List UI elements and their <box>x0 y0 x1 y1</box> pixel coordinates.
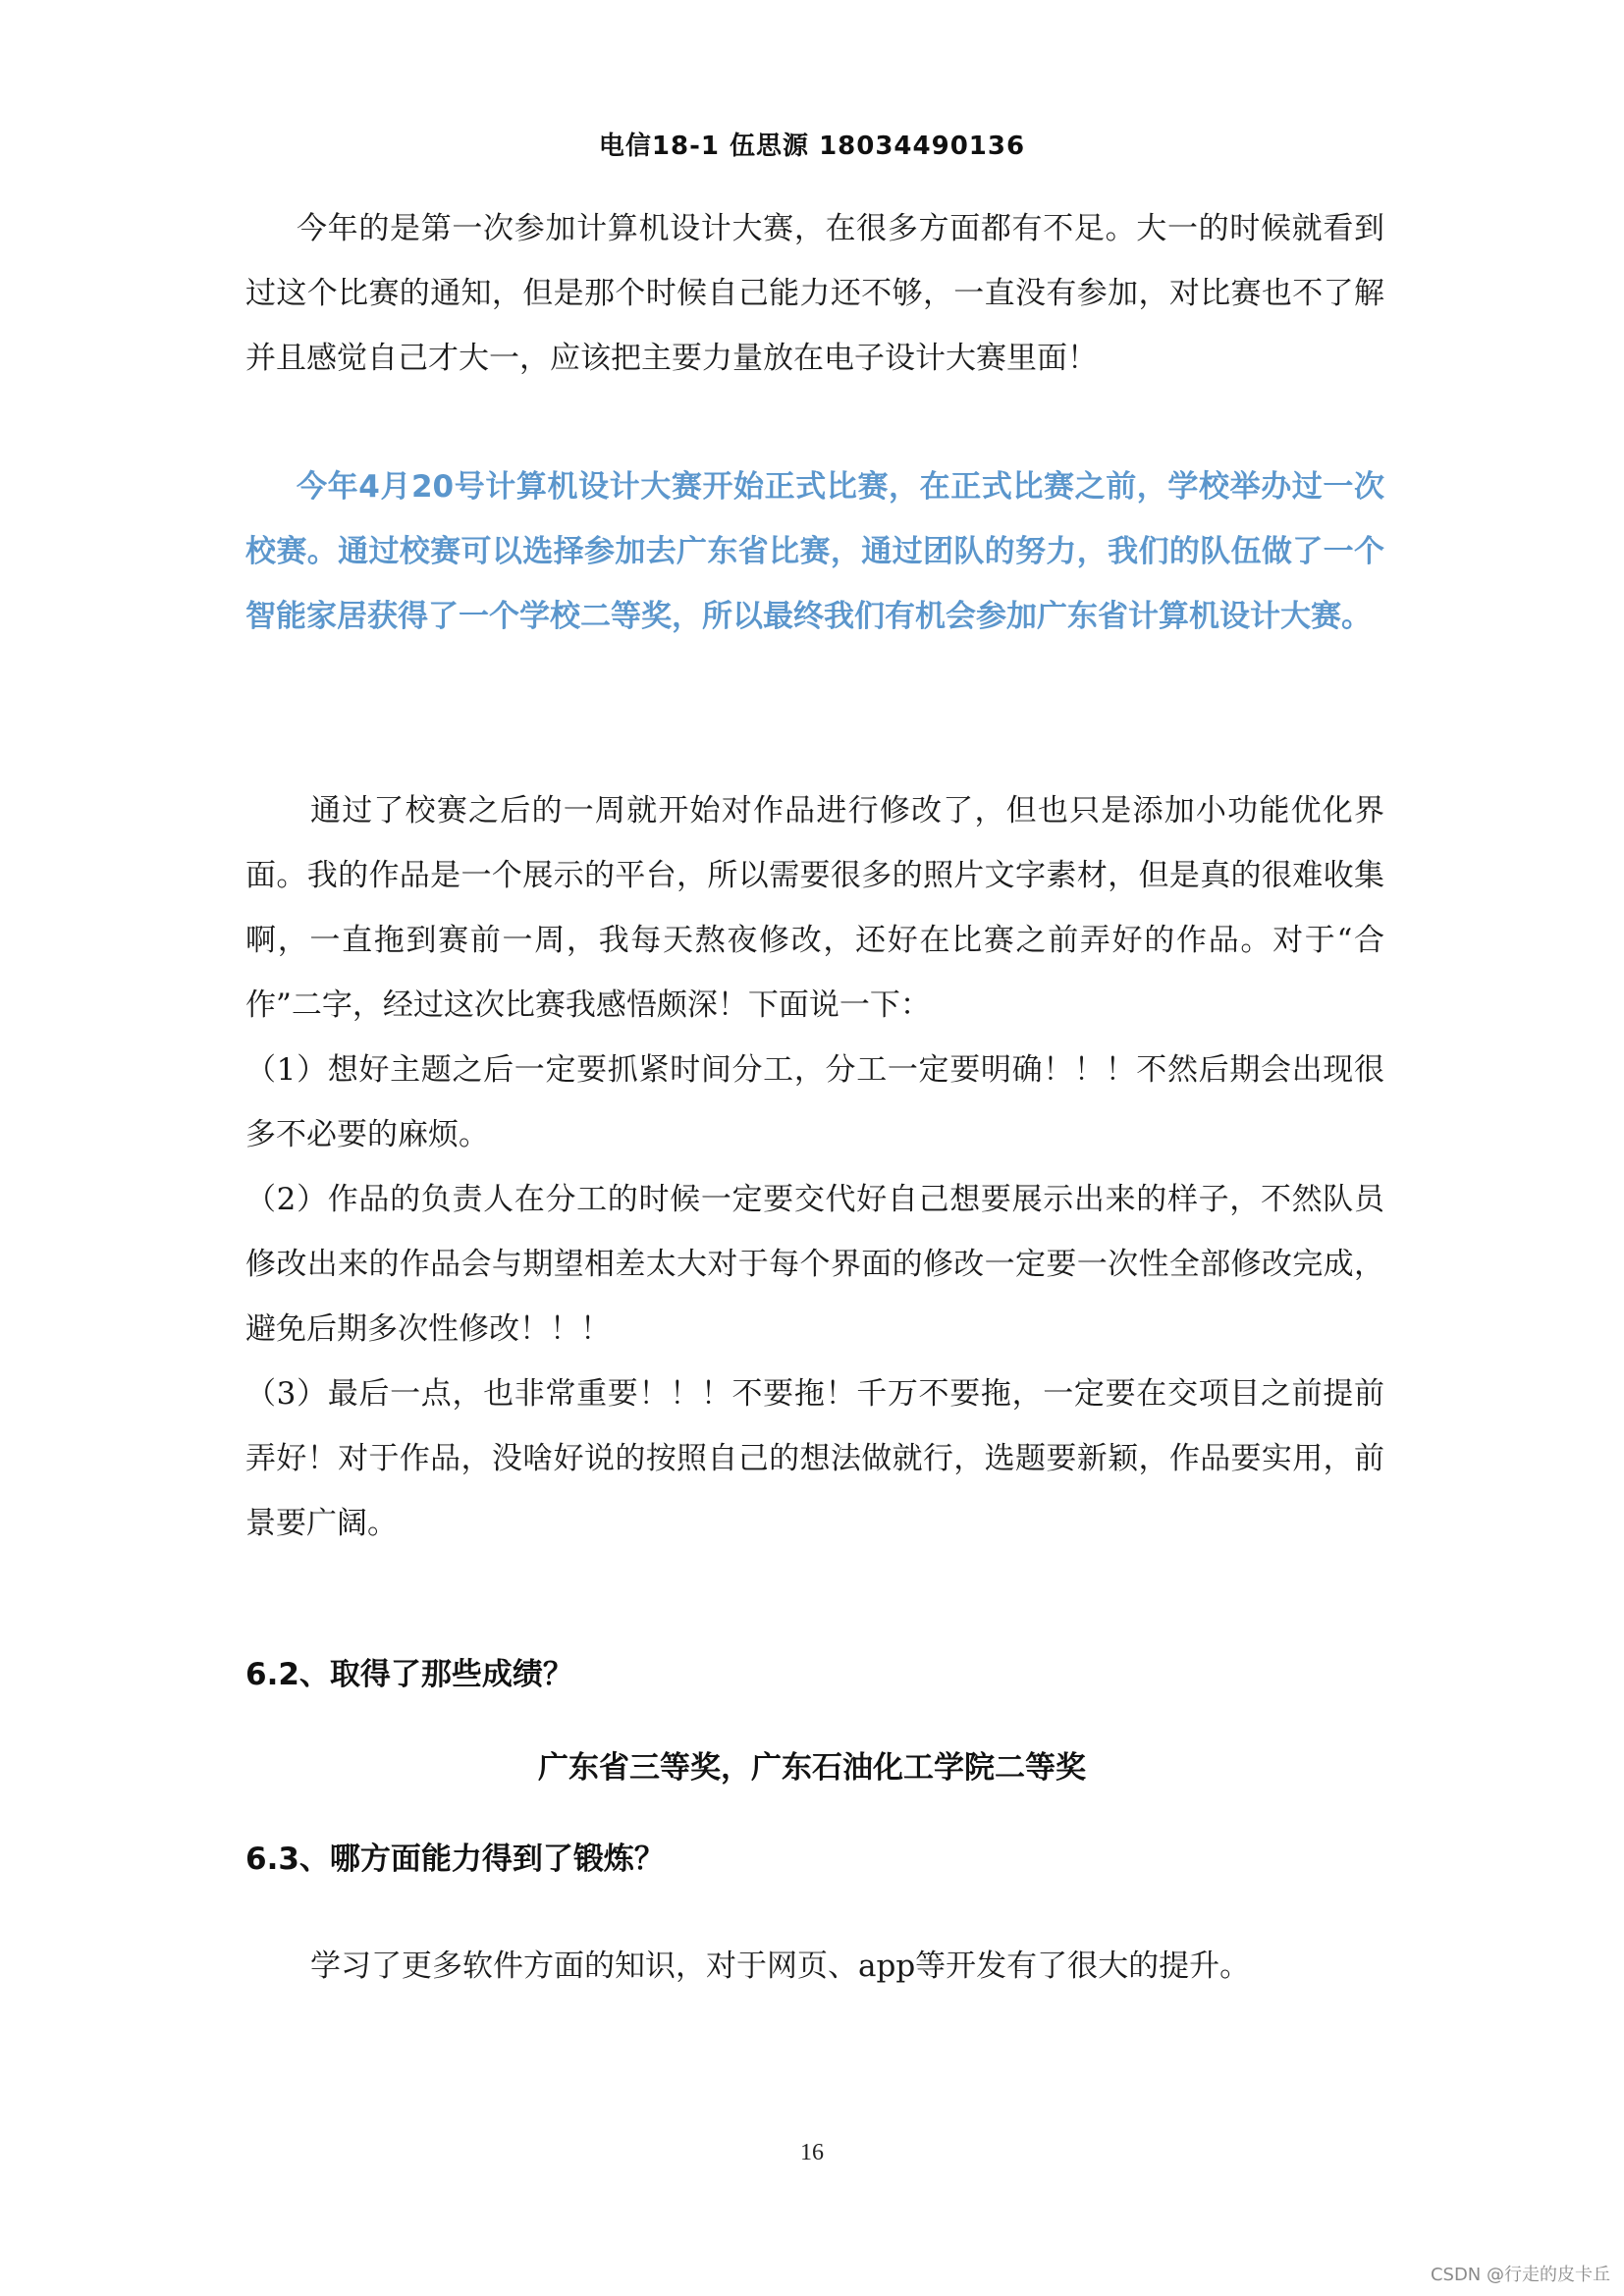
list-item: （3）最后一点，也非常重要！！！不要拖！千万不要拖，一定要在交项目之前提前弄好！对于作品，没啥好说的按照自己的想法做就行，选题要新颖，作品要实用，前景要广阔。 <box>245 1376 1384 1541</box>
paragraph-modification <box>245 778 1384 1556</box>
page-number: 16 <box>800 2140 824 2165</box>
paragraph-highlighted: 今年4月20号计算机设计大赛开始正式比赛，在正式比赛之前，学校举办过一次校赛。通过校赛可以选择参加去广东省比赛，通过团队的努力，我们的队伍做了一个智能家居获得了一个学校二等奖，所以最终我们有机会参加广东省计算机设计大赛。 <box>245 469 1384 634</box>
list-item: （2）作品的负责人在分工的时候一定要交代好自己想要展示出来的样子，不然队员修改出来的作品会与期望相差太大对于每个界面的修改一定要一次性全部修改完成，避免后期多次性修改！！！ <box>245 1182 1384 1347</box>
paragraph-modification-text: 通过了校赛之后的一周就开始对作品进行修改了，但也只是添加小功能优化界面。我的作品是一个展示的平台，所以需要很多的照片文字素材，但是真的很难收集啊，一直拖到赛前一周，我每天熬夜修改，还好在比赛之前弄好的作品。对于“合作”二字，经过这次比赛我感悟颇深！下面说一下： <box>245 793 1384 1023</box>
paragraph-skills: 学习了更多软件方面的知识，对于网页、app等开发有了很大的提升。 <box>310 1949 1251 1984</box>
watermark: CSDN @行走的皮卡丘 <box>1430 2265 1610 2285</box>
page-header: 电信18-1 伍思源 18034490136 <box>598 132 1026 161</box>
section-heading-6-2: 6.2、取得了那些成绩？ <box>245 1657 573 1692</box>
award-line: 广东省三等奖，广东石油化工学院二等奖 <box>538 1750 1086 1786</box>
list-item: （1）想好主题之后一定要抓紧时间分工，分工一定要明确！！！不然后期会出现很多不必要的麻烦。 <box>245 1052 1384 1152</box>
section-heading-6-3: 6.3、哪方面能力得到了锻炼？ <box>245 1842 665 1877</box>
paragraph-intro: 今年的是第一次参加计算机设计大赛，在很多方面都有不足。大一的时候就看到过这个比赛的通知，但是那个时候自己能力还不够，一直没有参加，对比赛也不了解并且感觉自己才大一，应该把主要力量放在电子设计大赛里面！ <box>245 211 1384 376</box>
